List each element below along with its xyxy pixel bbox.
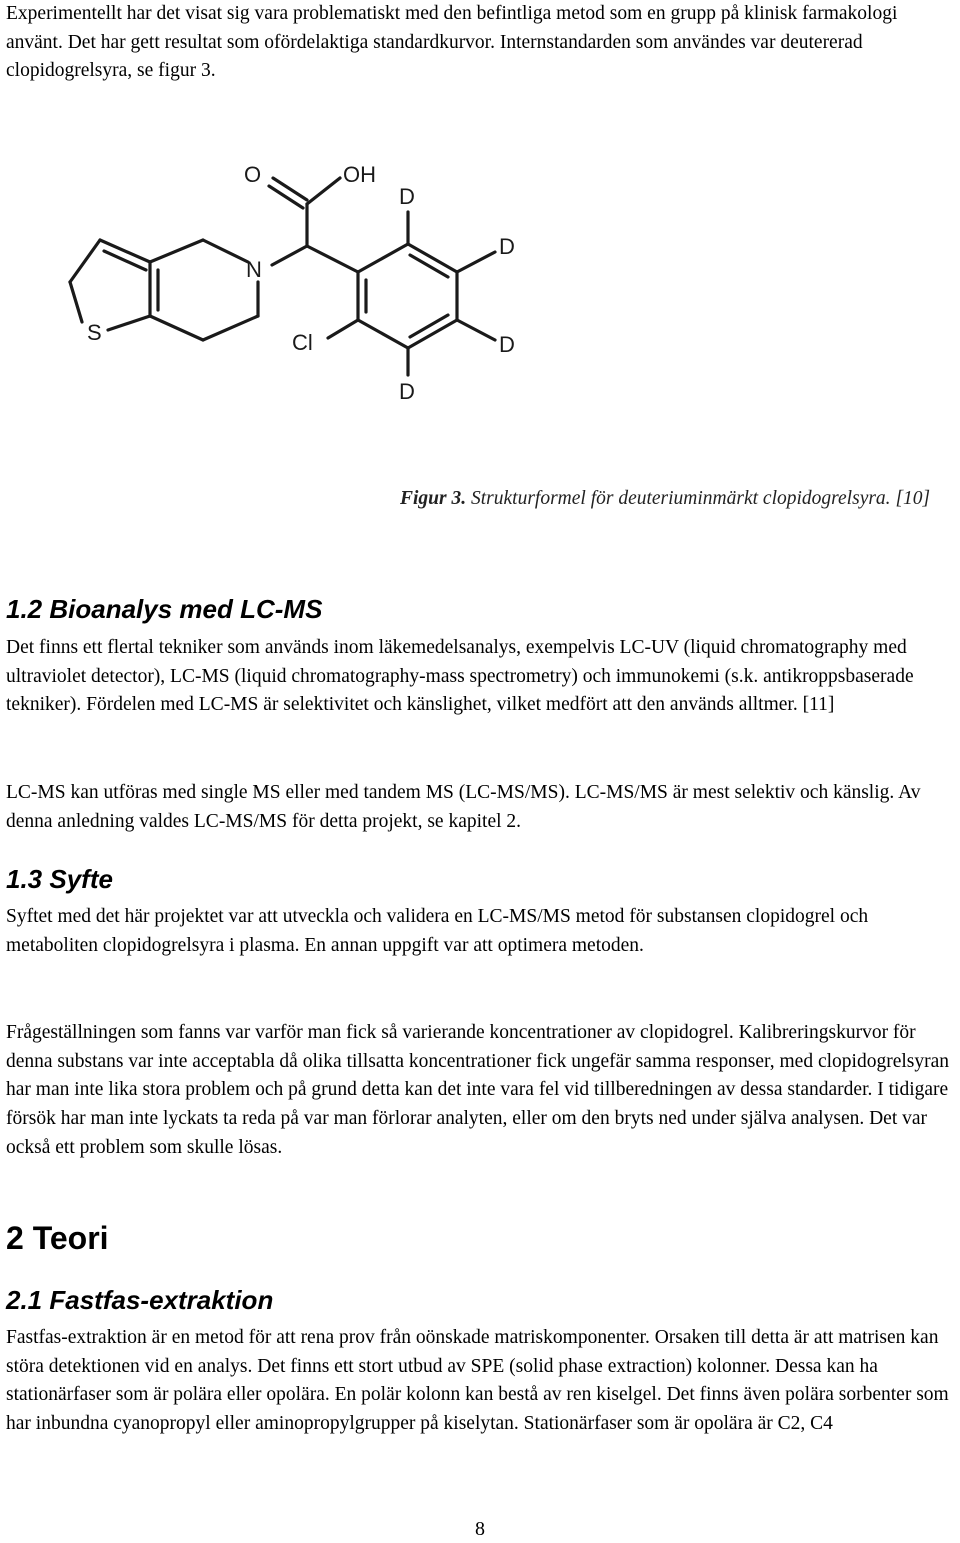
atom-label-hydroxyl: OH	[343, 162, 376, 187]
atom-label-chlorine: Cl	[292, 330, 313, 355]
atom-label-deuterium-4: D	[399, 379, 415, 404]
figure-caption-text: Strukturformel för deuteriuminmärkt clopidogrelsyra.	[470, 488, 891, 509]
structural-formula-figure	[40, 128, 560, 418]
syfte-paragraph-2: Frågeställningen som fanns var varför man fick så varierande koncentrationer av clopidogrel. Kalibreringskurvor för denna substans var inte acceptabla då olika tillsatta koncentrationer fick ungefär samma responser, med clopidogrelsyran har man inte lika stora problem och på grund detta kan det inte vara fel vid tillberedningen av dessa standarder. I tidigare försök har man inte lyckats ta reda på var man förlorar analyten, eller om den bryts ned under själva analysen. Det var också ett problem som skulle lösas.	[6, 1022, 949, 1158]
fastfas-paragraph: Fastfas-extraktion är en metod för att rena prov från oönskade matriskomponenter. Orsaken till detta är att matrisen kan störa detektionen vid en analys. Det finns ett stort utbud av SPE (solid phase extraction) kolonner. Dessa kan ha stationärfaser som är polära eller opolära. En polär kolonn kan bestå av ren kiselgel. Det finns även polära sorbenter som har inbundna cyanopropyl eller aminopropylgrupper på kiselytan. Stationärfaser som är opolära är C2, C4	[6, 1327, 949, 1435]
figure-caption-reference: [10]	[895, 488, 931, 509]
syfte-paragraph-1: Syftet med det här projektet var att utveckla och validera en LC-MS/MS metod för substansen clopidogrel och metaboliten clopidogrelsyra i plasma. En annan uppgift var att optimera metoden.	[6, 906, 869, 956]
atom-label-deuterium-2: D	[499, 234, 515, 259]
atom-label-sulfur: S	[87, 320, 102, 345]
figure-caption-label: Figur 3.	[400, 488, 467, 509]
heading-fastfas-extraktion: 2.1 Fastfas-extraktion	[6, 1285, 274, 1315]
atom-label-deuterium-3: D	[499, 332, 515, 357]
figure-caption	[400, 488, 930, 510]
atom-label-nitrogen: N	[246, 257, 262, 282]
intro-paragraph: Experimentellt har det visat sig vara problematiskt med den befintliga metod som en grupp på klinisk farmakologi använt. Det har gett resultat som ofördelaktiga standardkurvor. Internstandarden som användes var deutererad clopidogrelsyra, se figur 3.	[6, 3, 898, 82]
heading-bioanalys: 1.2 Bioanalys med LC-MS	[6, 594, 323, 624]
bioanalys-paragraph-2: LC-MS kan utföras med single MS eller med tandem MS (LC-MS/MS). LC-MS/MS är mest selektiv och känslig. Av denna anledning valdes LC-MS/MS för detta projekt, se kapitel 2.	[6, 782, 921, 832]
atom-label-deuterium-1: D	[399, 184, 415, 209]
atom-label-oxygen: O	[244, 162, 262, 187]
bioanalys-paragraph-1: Det finns ett flertal tekniker som används inom läkemedelsanalys, exempelvis LC-UV (liquid chromatography med ultraviolet detector), LC-MS (liquid chromatography-mass spectrometry) och immunokemi (s.k. antikroppsbaserade tekniker). Fördelen med LC-MS är selektivitet och känslighet, vilket medfört att den används alltmer. [11]	[6, 637, 914, 716]
heading-syfte: 1.3 Syfte	[6, 864, 113, 894]
page-number: 8	[475, 1518, 485, 1540]
heading-teori: 2 Teori	[6, 1220, 109, 1256]
